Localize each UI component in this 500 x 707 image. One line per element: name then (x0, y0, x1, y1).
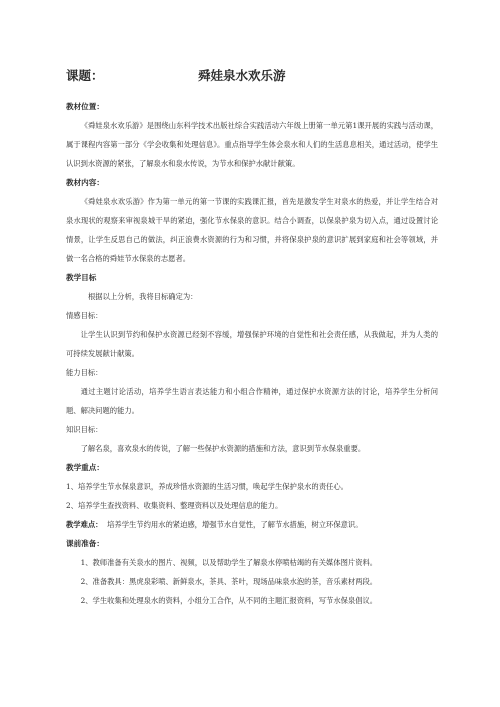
preparation-heading: 课前准备： (66, 539, 104, 548)
position-paragraph: 《舜娃泉水欢乐游》是围绕山东科学技术出版社综合实践活动六年级上册第一单元第1课开展的实践与活动课，属于课程内容第一部分《学会收集和处理信息》。重点指导学生体会泉水和人们的生活息息相关，通过活动，使学生认识到水资源的紧张，了解泉水和泉水传说，为节水和保护水献计献策。 (66, 121, 438, 168)
ability-goal-label: 能力目标： (66, 368, 103, 377)
ability-goal-text: 通过主题讨论活动，培养学生语言表达能力和小组合作精神，通过保护水资源方法的讨论，培养学生分析问题、解决问题的能力。 (66, 387, 438, 415)
knowledge-goal-text: 了解名泉，喜欢泉水的传说，了解一些保护水资源的措施和方法，意识到节水保泉重要。 (80, 444, 366, 453)
preparation-item-1: 1、教师准备有关泉水的图片、视频，以及帮助学生了解泉水停喷枯竭的有关媒体图片资料。 (80, 558, 378, 567)
lesson-title: 舜娃泉水欢乐游 (198, 68, 286, 83)
emotion-goal-label: 情感目标： (66, 311, 103, 320)
content-paragraph: 《舜娃泉水欢乐游》作为第一单元的第一节课的实践课汇报，首先是激发学生对泉水的热爱，并让学生结合对泉水现状的观察来审视泉城干旱的紧迫，强化节水保泉的意识。结合小调查，以保泉护泉为切入点，通过设置讨论情景，让学生反思自己的做法，纠正浪费水资源的行为和习惯，并将保泉护泉的意识扩展到家庭和社会等领域，并做一名合格的舜娃节水保泉的志愿者。 (66, 197, 438, 263)
difficulty-heading: 教学难点： (66, 520, 103, 529)
preparation-item-3: 2、学生收集和处理泉水的资料，小组分工合作，从不同的主题汇报资料，写节水保泉倡议。 (80, 596, 378, 605)
knowledge-goal-label: 知识目标： (66, 425, 103, 434)
key-point-1: 1、培养学生节水保泉意识，养成珍惜水资源的生活习惯，唤起学生保护泉水的责任心。 (66, 482, 348, 491)
difficulty-text: 培养学生节约用水的紧迫感，增强节水自觉性，了解节水措施，树立环保意识。 (107, 520, 363, 529)
difficulty-row (66, 515, 438, 534)
lesson-label: 课题： (66, 68, 104, 83)
position-heading: 教材位置： (66, 102, 104, 111)
key-points-heading: 教学重点： (66, 463, 104, 472)
title-row (66, 66, 446, 82)
goals-heading: 教学目标 (66, 273, 97, 282)
preparation-item-2: 2、准备教具：黑虎泉彩喷、新鲜泉水，茶具、茶叶，现场品味泉水泡的茶，音乐素材两段。 (80, 577, 378, 586)
content-heading: 教材内容： (66, 178, 104, 187)
key-point-2: 2、培养学生查找资料、收集资料、整理资料以及处理信息的能力。 (66, 501, 283, 510)
emotion-goal-text: 让学生认识到节约和保护水资源已经刻不容缓，增强保护环境的自觉性和社会责任感，从我做起，并为人类的可持续发展献计献策。 (66, 330, 438, 358)
document-body (66, 97, 438, 610)
goals-intro: 根据以上分析，我将目标确定为： (88, 292, 198, 301)
